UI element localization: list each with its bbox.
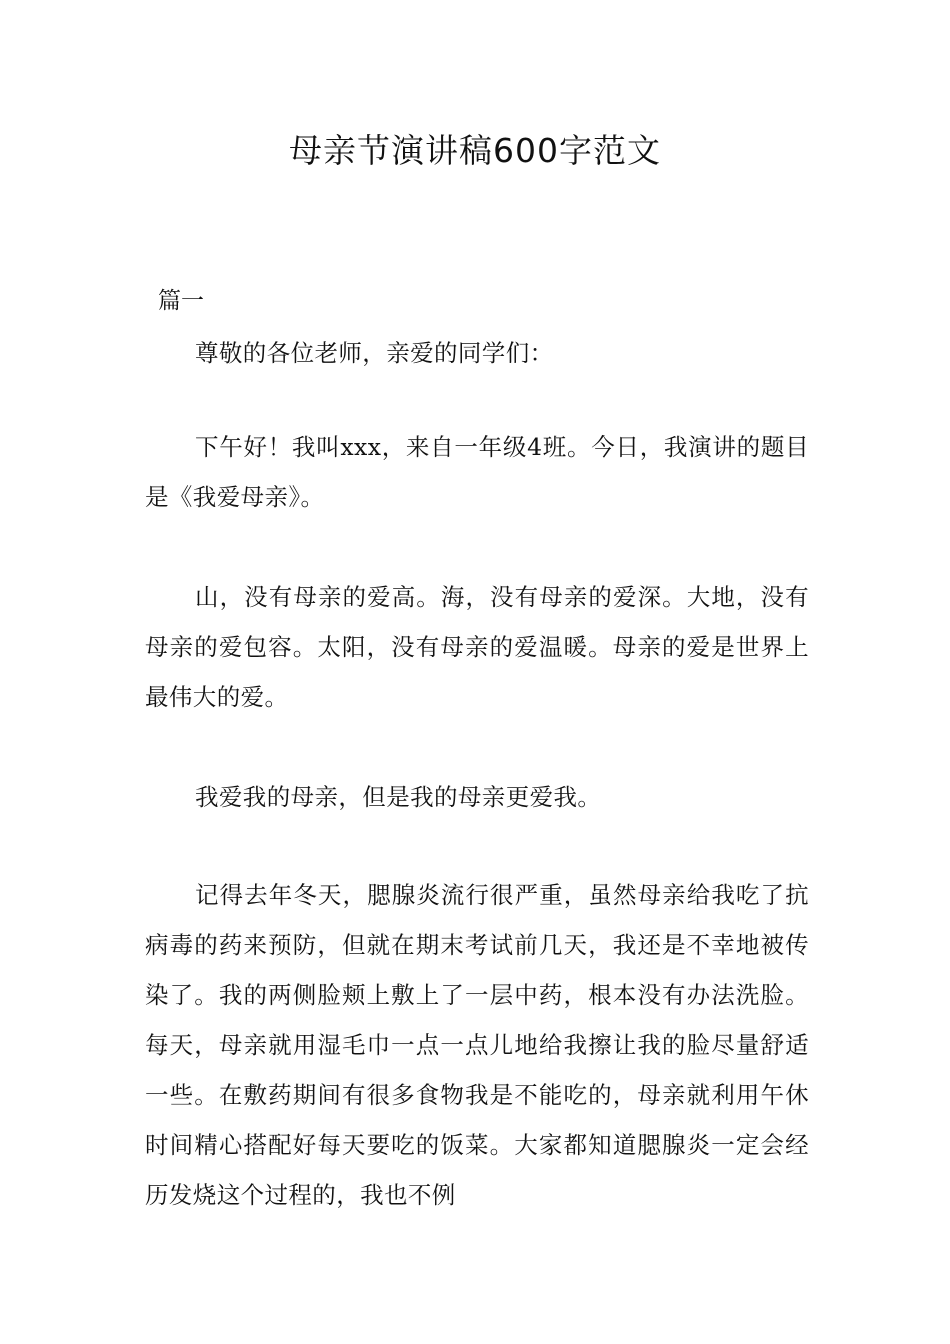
paragraph-memory: 记得去年冬天，腮腺炎流行很严重，虽然母亲给我吃了抗病毒的药来预防，但就在期末考试前几天，我还是不幸地被传染了。我的两侧脸颊上敷上了一层中药，根本没有办法洗脸。每天，母亲就用湿毛巾一点一点儿地给我擦让我的脸尽量舒适一些。在敷药期间有很多食物我是不能吃的，母亲就利用午休时间精心搭配好每天要吃的饭菜。大家都知道腮腺炎一定会经历发烧这个过程的，我也不例	[145, 881, 809, 1209]
section-label: 篇一	[158, 288, 204, 314]
document-title: 母亲节演讲稿600字范文	[289, 131, 661, 170]
paragraph-greeting: 尊敬的各位老师，亲爱的同学们：	[195, 339, 554, 367]
paragraph-love: 我爱我的母亲，但是我的母亲更爱我。	[195, 783, 602, 811]
paragraph-introduction: 下午好！我叫xxx，来自一年级4班。今日，我演讲的题目是《我爱母亲》。	[145, 433, 809, 511]
paragraph-comparison: 山，没有母亲的爱高。海，没有母亲的爱深。大地，没有母亲的爱包容。太阳，没有母亲的爱温暖。母亲的爱是世界上最伟大的爱。	[145, 583, 809, 711]
